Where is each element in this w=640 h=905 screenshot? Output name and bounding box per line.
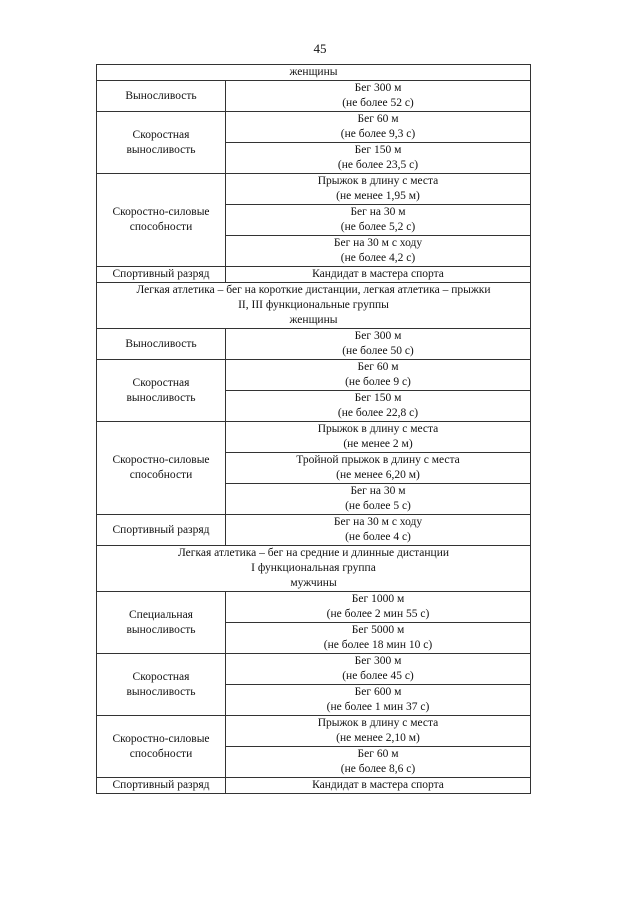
section-header-cell — [97, 546, 531, 592]
cell-text-line: Выносливость — [125, 89, 197, 102]
section-header-cell — [97, 65, 531, 81]
quality-cell — [97, 81, 226, 112]
cell-text-line: (не более 23,5 с) — [337, 159, 419, 171]
cell-text-line: (не менее 2,10 м) — [336, 732, 420, 744]
test-cell — [226, 484, 531, 515]
table-row — [97, 267, 531, 283]
cell-text-line: (не более 18 мин 10 с) — [323, 639, 433, 651]
cell-text-line: Бег 5000 м — [351, 624, 405, 636]
cell-text-line: (не более 8,6 с) — [340, 763, 416, 775]
cell-text-line: Бег 300 м — [354, 330, 402, 342]
cell-text-line: (не более 45 с) — [342, 670, 414, 682]
cell-text-line: (не более 52 с) — [342, 97, 414, 109]
test-cell — [226, 716, 531, 747]
test-cell — [226, 391, 531, 422]
section-header-cell — [97, 283, 531, 329]
standards-table-body — [97, 65, 531, 794]
test-cell — [226, 747, 531, 778]
table-row — [97, 515, 531, 546]
cell-text-line: Легкая атлетика – бег на короткие дистанции, легкая атлетика – прыжки — [136, 284, 491, 296]
cell-text-line: Скоростная — [132, 376, 190, 389]
test-cell — [226, 422, 531, 453]
test-cell — [226, 329, 531, 360]
cell-text-line: Бег 600 м — [354, 686, 402, 698]
cell-text-line: Специальная — [129, 608, 193, 621]
section-header-row — [97, 65, 531, 81]
cell-text-line: Скоростная — [132, 670, 190, 683]
section-header-row — [97, 546, 531, 592]
cell-text-line: Бег на 30 м — [350, 485, 406, 497]
quality-cell — [97, 174, 226, 267]
cell-text-line: Бег 300 м — [354, 82, 402, 94]
cell-text-line: (не более 5,2 с) — [340, 221, 416, 233]
cell-text-line: Бег на 30 м — [350, 206, 406, 218]
section-header-row — [97, 283, 531, 329]
cell-text-line: Кандидат в мастера спорта — [312, 779, 444, 791]
cell-text-line: Прыжок в длину с места — [317, 423, 439, 435]
cell-text-line: Выносливость — [125, 337, 197, 350]
cell-text-line: (не менее 6,20 м) — [336, 469, 420, 481]
test-cell — [226, 112, 531, 143]
quality-cell — [97, 267, 226, 283]
quality-cell — [97, 778, 226, 794]
standards-table — [96, 64, 531, 794]
cell-text-line: (не более 9,3 с) — [340, 128, 416, 140]
cell-text-line: (не менее 2 м) — [343, 438, 413, 450]
cell-text-line: Легкая атлетика – бег на средние и длинные дистанции — [177, 547, 450, 559]
cell-text-line: (не более 4,2 с) — [340, 252, 416, 264]
cell-text-line: мужчины — [290, 577, 337, 589]
cell-text-line: Спортивный разряд — [112, 523, 210, 536]
test-cell — [226, 267, 531, 283]
cell-text-line: Скоростно-силовые — [112, 732, 210, 745]
table-row — [97, 112, 531, 143]
test-cell — [226, 360, 531, 391]
table-row — [97, 778, 531, 794]
cell-text-line: (не более 4 с) — [345, 531, 411, 543]
cell-text-line: Бег 60 м — [357, 748, 399, 760]
table-row — [97, 716, 531, 747]
cell-text-line: Прыжок в длину с места — [317, 175, 439, 187]
table-row — [97, 592, 531, 623]
cell-text-line: Бег 300 м — [354, 655, 402, 667]
cell-text-line: (не более 50 с) — [342, 345, 414, 357]
cell-text-line: Скоростная — [132, 128, 190, 141]
cell-text-line: Бег на 30 м с ходу — [333, 516, 423, 528]
table-row — [97, 422, 531, 453]
cell-text-line: Спортивный разряд — [112, 268, 210, 280]
quality-cell — [97, 422, 226, 515]
table-row — [97, 81, 531, 112]
cell-text-line: способности — [129, 747, 193, 760]
quality-cell — [97, 716, 226, 778]
quality-cell — [97, 329, 226, 360]
test-cell — [226, 592, 531, 623]
table-row — [97, 360, 531, 391]
cell-text-line: способности — [129, 221, 193, 233]
cell-text-line: способности — [129, 469, 193, 481]
cell-text-line: Спортивный разряд — [112, 779, 210, 791]
cell-text-line: (не более 5 с) — [345, 500, 411, 512]
test-cell — [226, 623, 531, 654]
cell-text-line: Бег 60 м — [357, 113, 399, 125]
cell-text-line: выносливость — [126, 143, 196, 156]
test-cell — [226, 81, 531, 112]
cell-text-line: Скоростно-силовые — [112, 454, 210, 466]
cell-text-line: (не более 9 с) — [345, 376, 411, 388]
cell-text-line: выносливость — [126, 623, 196, 636]
cell-text-line: Бег 1000 м — [351, 593, 405, 605]
cell-text-line: Бег 150 м — [354, 392, 402, 404]
quality-cell — [97, 654, 226, 716]
cell-text-line: Тройной прыжок в длину с места — [296, 454, 460, 466]
cell-text-line: I функциональная группа — [251, 562, 376, 574]
cell-text-line: Скоростно-силовые — [112, 206, 210, 218]
table-row — [97, 174, 531, 205]
cell-text-line: (не более 1 мин 37 с) — [326, 701, 430, 713]
cell-text-line: (не более 2 мин 55 с) — [326, 608, 430, 620]
cell-text-line: выносливость — [126, 391, 196, 404]
test-cell — [226, 236, 531, 267]
cell-text-line: Бег на 30 м с ходу — [333, 237, 423, 249]
test-cell — [226, 453, 531, 484]
cell-text-line: Кандидат в мастера спорта — [312, 268, 444, 280]
cell-text-line: Бег 150 м — [354, 144, 402, 156]
cell-text-line: женщины — [289, 66, 338, 78]
cell-text-line: Бег 60 м — [357, 361, 399, 373]
page-number: 45 — [313, 41, 327, 56]
test-cell — [226, 205, 531, 236]
test-cell — [226, 685, 531, 716]
test-cell — [226, 654, 531, 685]
test-cell — [226, 174, 531, 205]
test-cell — [226, 143, 531, 174]
quality-cell — [97, 360, 226, 422]
test-cell — [226, 515, 531, 546]
cell-text-line: Прыжок в длину с места — [317, 717, 439, 729]
table-row — [97, 654, 531, 685]
cell-text-line: (не более 22,8 с) — [337, 407, 419, 419]
cell-text-line: выносливость — [126, 685, 196, 698]
test-cell — [226, 778, 531, 794]
cell-text-line: II, III функциональные группы — [238, 299, 389, 311]
cell-text-line: (не менее 1,95 м) — [336, 190, 420, 202]
quality-cell — [97, 515, 226, 546]
cell-text-line: женщины — [289, 314, 338, 326]
table-row — [97, 329, 531, 360]
quality-cell — [97, 592, 226, 654]
quality-cell — [97, 112, 226, 174]
